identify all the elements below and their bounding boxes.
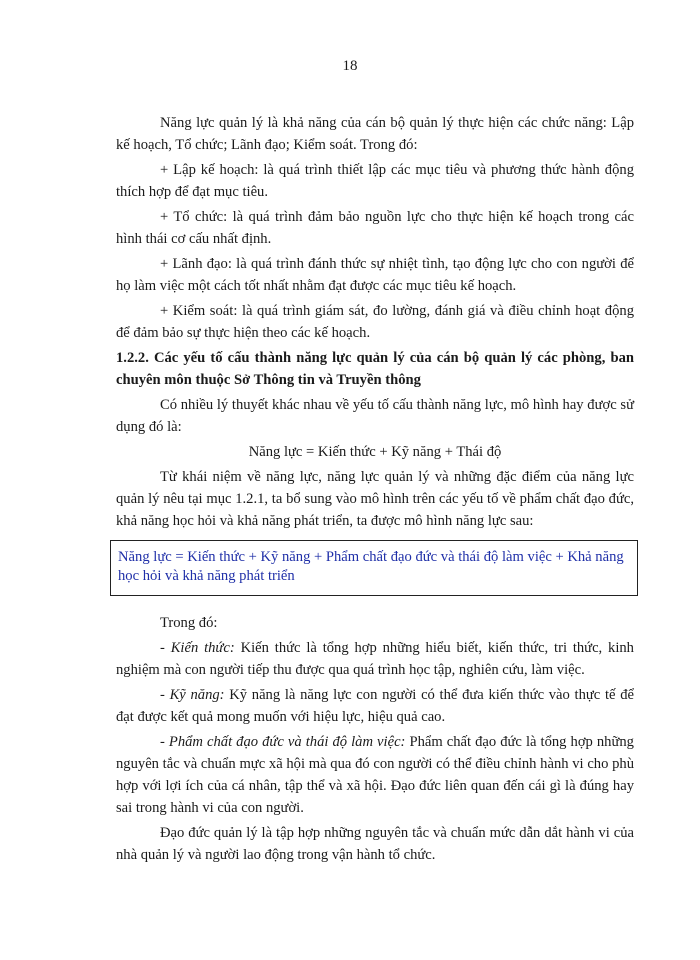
section-heading: 1.2.2. Các yếu tố cấu thành năng lực quản lý của cán bộ quản lý các phòng, ban chuyên môn thuộc Sở Thông tin và Truyền thông bbox=[116, 350, 634, 388]
definition-knowledge bbox=[116, 637, 634, 681]
paragraph-extension: Từ khái niệm về năng lực, năng lực quản lý và những đặc điểm của năng lực quản lý nêu tại mục 1.2.1, ta bổ sung vào mô hình trên các yếu tố về phẩm chất đạo đức, khả năng học hỏi và khả năng phát triển, ta được mô hình năng lực sau: bbox=[116, 469, 634, 529]
definition-term: - Kỹ năng: bbox=[160, 687, 225, 703]
definition-skills bbox=[116, 684, 634, 728]
paragraph-management-ethics: Đạo đức quản lý là tập hợp những nguyên tắc và chuẩn mức dẫn dắt hành vi của nhà quản lý và người lao động trong vận hành tổ chức. bbox=[116, 825, 634, 863]
paragraph-organizing: + Tổ chức: là quá trình đảm bảo nguồn lực cho thực hiện kế hoạch trong các hình thái cơ cấu nhất định. bbox=[116, 209, 634, 247]
page-content bbox=[116, 112, 634, 869]
definition-term: - Kiến thức: bbox=[160, 640, 235, 656]
definition-text: Kỹ năng là năng lực con người có thể đưa kiến thức vào thực tế để đạt được kết quả mong muốn với hiệu lực, hiệu quả cao. bbox=[116, 687, 634, 725]
definition-text: Kiến thức là tổng hợp những hiểu biết, kiến thức, tri thức, kinh nghiệm mà con người tiếp thu được qua quá trình học tập, nghiên cứu, làm việc. bbox=[116, 640, 634, 678]
where-label: Trong đó: bbox=[160, 615, 218, 631]
page-number: 18 bbox=[342, 58, 358, 74]
paragraph-controlling: + Kiểm soát: là quá trình giám sát, đo lường, đánh giá và điều chỉnh hoạt động để đảm bảo sự thực hiện theo các kế hoạch. bbox=[116, 303, 634, 341]
basic-formula: Năng lực = Kiến thức + Kỹ năng + Thái độ bbox=[248, 444, 502, 460]
definition-text: Phẩm chất đạo đức là tổng hợp những nguyên tắc và chuẩn mực xã hội mà qua đó con người có thể điều chỉnh hành vi cho phù hợp với lợi ích của cá nhân, tập thể và xã hội. Đạo đức liên quan đến cái gì là đúng hay sai trong hành vi của con người. bbox=[116, 734, 634, 816]
competency-model-box bbox=[110, 540, 638, 596]
paragraph-planning: + Lập kế hoạch: là quá trình thiết lập các mục tiêu và phương thức hành động thích hợp để đạt mục tiêu. bbox=[116, 162, 634, 200]
competency-model-text: Năng lực = Kiến thức + Kỹ năng + Phẩm chất đạo đức và thái độ làm việc + Khả năng học hỏi và khả năng phát triển bbox=[118, 549, 624, 584]
paragraph-theories: Có nhiều lý thuyết khác nhau về yếu tố cấu thành năng lực, mô hình hay được sử dụng đó là: bbox=[116, 397, 634, 435]
paragraph-intro: Năng lực quản lý là khả năng của cán bộ quản lý thực hiện các chức năng: Lập kế hoạch, Tổ chức; Lãnh đạo; Kiểm soát. Trong đó: bbox=[116, 115, 634, 153]
paragraph-leading: + Lãnh đạo: là quá trình đánh thức sự nhiệt tình, tạo động lực cho con người để họ làm việc một cách tốt nhất nhằm đạt được các mục tiêu kế hoạch. bbox=[116, 256, 634, 294]
definition-ethics bbox=[116, 731, 634, 819]
definition-term: - Phẩm chất đạo đức và thái độ làm việc: bbox=[160, 734, 406, 750]
